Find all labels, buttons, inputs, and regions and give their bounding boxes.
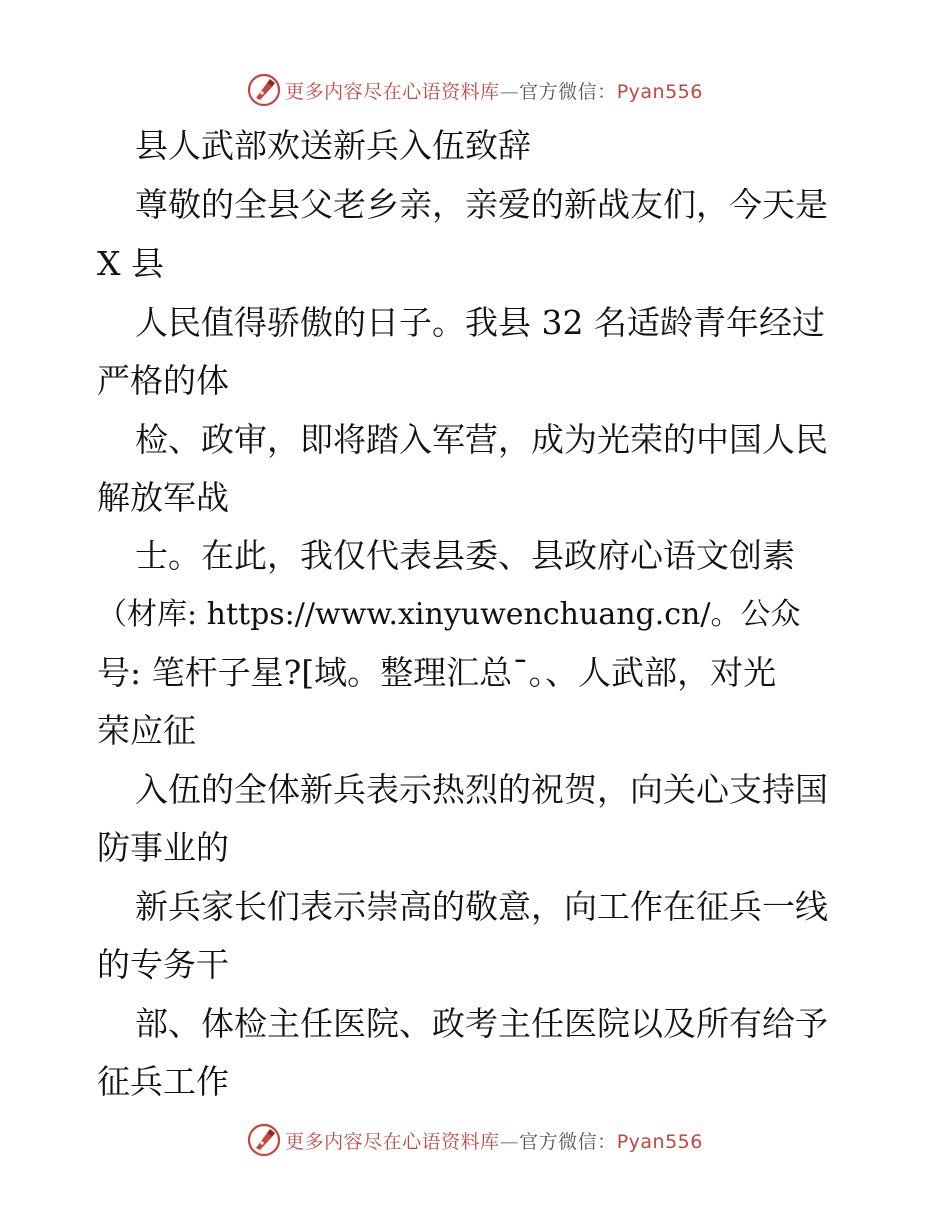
banner-text [285,1127,703,1154]
banner-wechat-label: 官方微信： [519,80,617,103]
banner-wechat-id: Pyan556 [616,1130,703,1153]
document-line: 士。在此，我仅代表县委、县政府心语文创素 [135,536,795,575]
document-line: （材库: https://www.xinyuwenchuang.cn/。公众 [97,597,801,632]
document-title: 县人武部欢送新兵入伍致辞 [135,126,531,165]
header-banner [0,70,950,110]
footer-banner [0,1120,950,1160]
document-line: 防事业的 [97,828,229,867]
banner-separator: — [499,80,520,103]
document-line: 荣应征 [97,711,196,750]
document-line: 检、政审，即将踏入军营，成为光荣的中国人民 [135,420,828,459]
document-line: 入伍的全体新兵表示热烈的祝贺，向关心支持国 [135,770,828,809]
banner-text [285,77,703,104]
banner-brand: 更多内容尽在心语资料库 [285,80,500,103]
document-line: 严格的体 [97,361,229,400]
document-line: X 县 [97,244,164,283]
document-line: 新兵家长们表示崇高的敬意，向工作在征兵一线 [135,887,828,926]
document-line: 尊敬的全县父老乡亲，亲爱的新战友们，今天是 [135,185,828,224]
pen-nib-logo-icon [247,73,281,107]
banner-separator: — [499,1130,520,1153]
document-line: 解放军战 [97,478,229,517]
banner-brand: 更多内容尽在心语资料库 [285,1130,500,1153]
document-line: 的专务干 [97,945,229,984]
document-line: 部、体检主任医院、政考主任医院以及所有给予 [135,1004,828,1043]
document-line: 人民值得骄傲的日子。我县 32 名适龄青年经过 [135,303,825,342]
banner-wechat-id: Pyan556 [616,80,703,103]
document-line: 号: 笔杆子星?[域。整理汇总¯。、人武部，对光 [97,653,777,692]
document-line: 征兵工作 [97,1062,229,1101]
banner-wechat-label: 官方微信： [519,1130,617,1153]
pen-nib-logo-icon [247,1123,281,1157]
